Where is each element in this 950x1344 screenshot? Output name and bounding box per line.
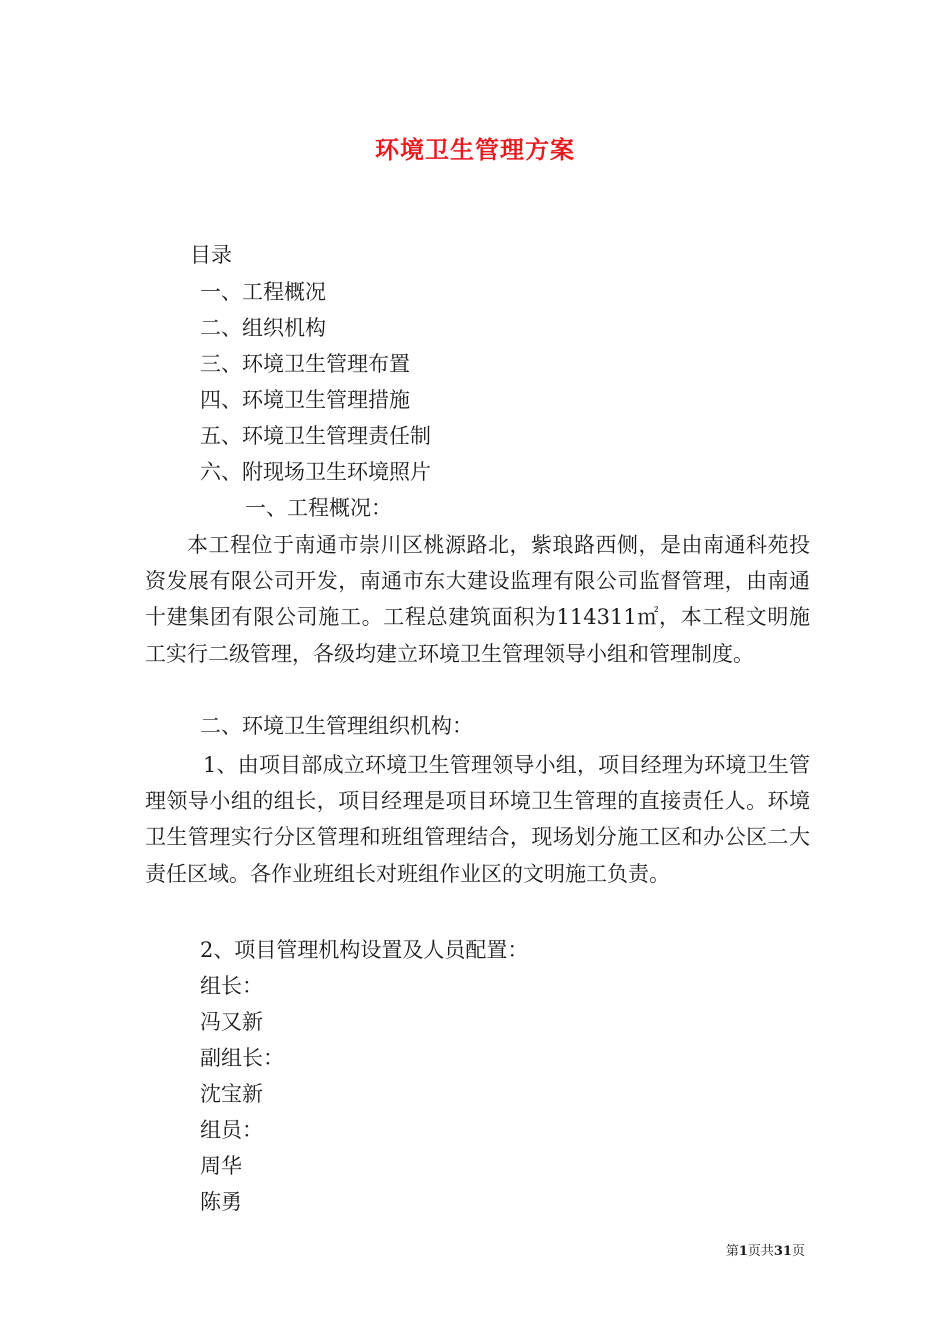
section1-paragraph: 本工程位于南通市崇川区桃源路北，紫琅路西侧，是由南通科苑投资发展有限公司开发，南通市东大建设监理有限公司监督管理，由南通十建集团有限公司施工。工程总建筑面积为114311㎡，本工程文明施工实行二级管理，各级均建立环境卫生管理领导小组和管理制度。	[145, 533, 810, 666]
section2-paragraph: 1、由项目部成立环境卫生管理领导小组，项目经理为环境卫生管理领导小组的组长，项目经理是项目环境卫生管理的直接责任人。环境卫生管理实行分区管理和班组管理结合，现场划分施工区和办公区二大责任区域。各作业班组长对班组作业区的文明施工负责。	[145, 753, 810, 886]
toc-item: 六、附现场卫生环境照片	[200, 460, 431, 484]
page-footer	[726, 1243, 805, 1261]
footer-prefix: 第	[725, 1244, 739, 1259]
footer-page-number: 1	[738, 1244, 748, 1259]
toc-item: 四、环境卫生管理措施	[200, 388, 410, 412]
document-title: 环境卫生管理方案	[375, 135, 575, 164]
toc-heading: 目录	[190, 243, 232, 267]
section-heading: 一、工程概况：	[245, 496, 392, 520]
toc-item: 三、环境卫生管理布置	[200, 352, 410, 376]
staff-line: 冯又新	[200, 1010, 263, 1034]
staff-line: 组长：	[200, 974, 263, 998]
staff-line: 副组长：	[200, 1046, 284, 1070]
staff-line: 周华	[200, 1154, 242, 1178]
footer-middle: 页共	[747, 1244, 774, 1259]
toc-item: 一、工程概况	[200, 280, 326, 304]
toc-item: 二、组织机构	[200, 316, 326, 340]
staff-line: 沈宝新	[200, 1082, 263, 1106]
staff-line: 组员：	[200, 1118, 263, 1142]
footer-suffix: 页	[791, 1244, 805, 1259]
staff-line: 陈勇	[200, 1190, 242, 1214]
section2-item: 2、项目管理机构设置及人员配置：	[200, 938, 529, 962]
toc-item: 五、环境卫生管理责任制	[200, 424, 431, 448]
footer-total-pages: 31	[773, 1244, 792, 1259]
section-heading: 二、环境卫生管理组织机构：	[200, 714, 473, 738]
